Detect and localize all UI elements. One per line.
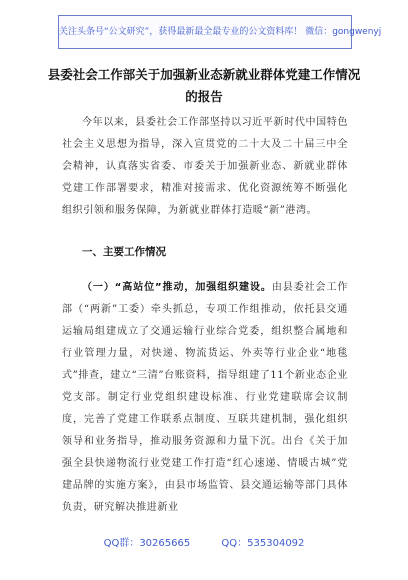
- subsection-lead: （一）“高站位”推动，加强组织建设。: [82, 282, 272, 293]
- footer-qq-group: QQ群：30265665: [103, 538, 191, 549]
- subsection-body: 由县委社会工作部（“两新”工委）牵头抓总，专项工作组推动，依托县交通运输局组建成立了交通运输行业综合党委，组织整合属地和行业管理力量，对快递、物流货运、外卖等行业企业“地毯式”排查，建立“三清”台账资料，指导组建了11个新业态企业党支部。制定行业党组织建设标准、行业党建联席会议制度，完善了党建工作联系点制度、互联共建机制，强化组织领导和业务指导，推动服务资源和力量下沉。出台《关于加强全县快递物流行业党建工作打造“红心速递、情暖古城”党建品牌的实施方案》，由县市场监管、县交通运输等部门具体负责，研究解决推进新业: [62, 282, 348, 513]
- footer-qq: QQ：535304092: [221, 538, 305, 549]
- promo-banner: [58, 15, 382, 49]
- intro-paragraph: 今年以来，县委社会工作部坚持以习近平新时代中国特色社会主义思想为指导，深入宣贯党的二十大及二十届三中全会精神，认真落实省委、市委关于加强新业态、新就业群体党建工作部署要求，精准对接需求、优化资源统筹不断强化组织引领和服务保障，为新就业群体打造暖“新”港湾。: [62, 117, 348, 216]
- title-line-2: 的报告: [185, 89, 223, 104]
- title-line-1: 县委社会工作部关于加强新业态新就业群体党建工作情况: [47, 67, 361, 82]
- section-heading: 一、主要工作情况: [82, 246, 166, 258]
- footer-contact: [0, 534, 408, 549]
- subsection-paragraph: [62, 277, 348, 519]
- promo-banner-text: 关注头条号“公文研究”，获得最新最全最专业的公文资料库！ 微信：gongwenyj: [59, 27, 382, 37]
- document-title: [42, 64, 366, 108]
